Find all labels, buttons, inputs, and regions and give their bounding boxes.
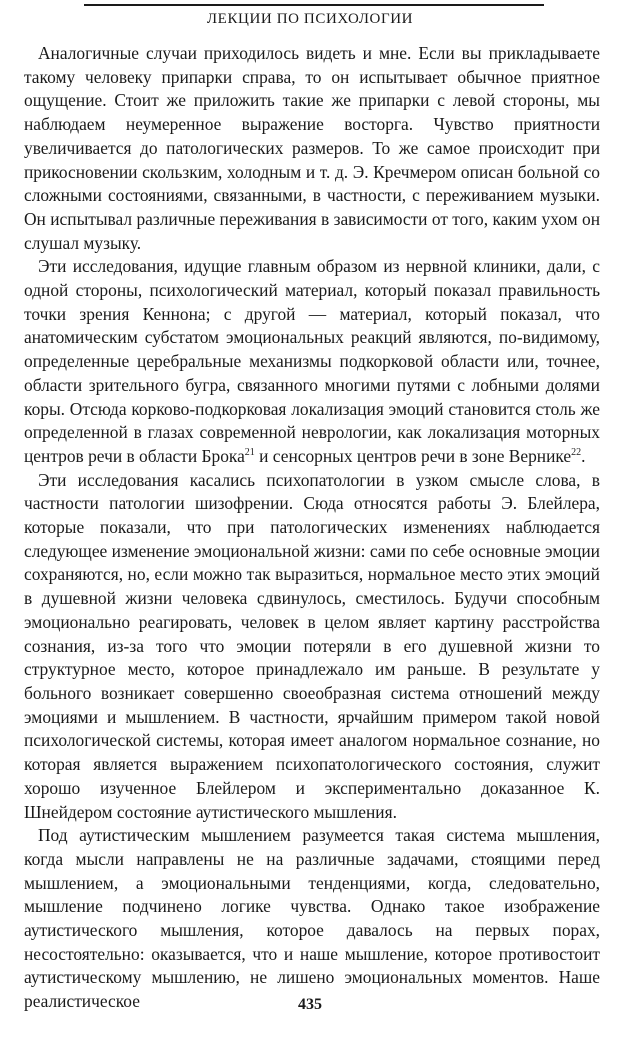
- page-number: 435: [298, 996, 322, 1013]
- paragraph-3: Эти исследования касались психопатологии в узком смысле слова, в частности патологии шизофрении. Сюда относятся работы Э. Блейлера, которые показали, что при патологических изменениях наблюдается следующее изменение эмоциональной жизни: сами по себе основные эмоции сохраняются, но, если можно так выразиться, нормальное место этих эмоций в душевной жизни человека сдвинулось, сместилось. Будучи способным эмоционально реагировать, человек в целом являет картину расстройства сознания, из-за того что эмоции потеряли в его душевной жизни то структурное место, которое принадлежало им раньше. В результате у больного возникает совершенно своеобразная система отношений между эмоциями и мышлением. В частности, ярчайшим примером такой новой психологической системы, которая имеет аналогом нормальное сознание, но которая является выражением психопатологического состояния, служит хорошо изученное Блейлером и экспериментально доказанное К. Шнейдером состояние аутистического мышления.: [24, 469, 600, 822]
- paragraph-2-end: .: [581, 445, 586, 466]
- paragraph-4: Под аутистическим мышлением разумеется такая система мышления, когда мысли направлены не на различные задачами, стоящими перед мышлением, а эмоциональными тенденциями, когда, следовательно, мышление подчинено логике чувства. Однако такое изображение аутистического мышления, которое давалось на первых порах, несостоятельно: оказывается, что и наше мышление, которое противостоит аутистическому мышлению, не лишено эмоциональных моментов. Наше реалистическое: [24, 825, 600, 1012]
- footnote-ref-21: 21: [244, 447, 255, 459]
- body-text: [24, 42, 600, 1014]
- footnote-ref-22: 22: [571, 447, 582, 459]
- header-rule: [84, 4, 544, 6]
- paragraph-2-middle: и сенсорных центров речи в зоне Вернике: [254, 445, 572, 466]
- paragraph-1: Аналогичные случаи приходилось видеть и мне. Если вы прикладываете такому человеку припарки справа, то он испытывает обычное приятное ощущение. Стоит же приложить такие же припарки с левой стороны, мы наблюдаем неумеренное выражение восторга. Чувство приятности увеличивается до патологических размеров. То же самое происходит при прикосновении скользким, холодным и т. д. Э. Кречмером описан больной со сложными состояниями, связанными, в частности, с переживанием музыки. Он испытывал различные переживания в зависимости от того, каким ухом он слушал музыку.: [24, 43, 600, 253]
- paragraph-2: [24, 255, 600, 468]
- running-title: ЛЕКЦИИ ПО ПСИХОЛОГИИ: [206, 11, 414, 27]
- paragraph-2-text: Эти исследования, идущие главным образом из нервной клиники, дали, с одной стороны, психологический материал, который показал правильность точки зрения Кеннона; с другой — материал, который показал, что анатомическим субстатом эмоциональных реакций являются, по-видимому, определенные церебральные механизмы подкорковой области или, точнее, области зрительного бугра, связанного многими путями с лобными долями коры. Отсюда корково-подкорковая локализация эмоций становится столь же определенной в глазах современной неврологии, как локализация моторных центров речи в области Брока: [24, 256, 600, 466]
